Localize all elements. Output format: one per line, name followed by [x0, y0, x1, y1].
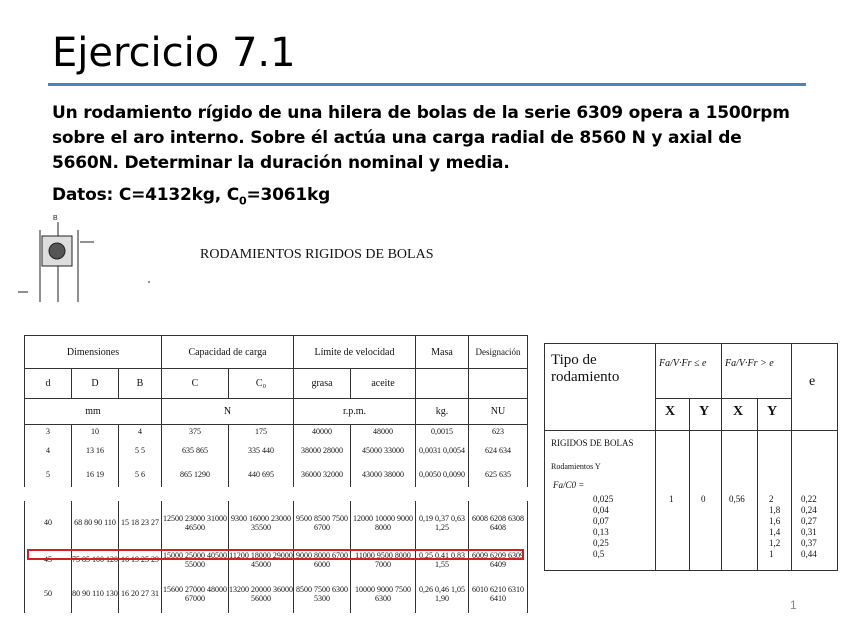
- table-cell: 335 440: [229, 439, 294, 463]
- table-gap: [25, 487, 528, 501]
- table-cell: 15600 27000 48000 67000: [162, 575, 229, 613]
- table-cell: 50: [25, 575, 72, 613]
- e-value: 0,31: [801, 527, 817, 537]
- title-underline: [48, 83, 806, 86]
- table-cell: 15 18 23 27: [119, 501, 162, 545]
- table-cell: 11000 9500 8000 7000: [351, 545, 416, 575]
- scan-heading: RODAMIENTOS RIGIDOS DE BOLAS: [200, 247, 434, 262]
- unit-rpm: r.p.m.: [294, 399, 416, 425]
- header-capacidad: Capacidad de carga: [162, 336, 294, 369]
- y2-value: 1,8: [769, 505, 781, 515]
- unit-n: N: [162, 399, 294, 425]
- fa-c0-value: 0,25: [593, 538, 609, 548]
- svg-text:B: B: [53, 215, 58, 222]
- section-sub: Rodamientos Y: [551, 462, 601, 471]
- tipo-de-rodamiento: Tipo de rodamiento: [551, 352, 620, 385]
- table-cell: 865 1290: [162, 463, 229, 487]
- table-cell: 5 6: [119, 463, 162, 487]
- table-cell: 635 865: [162, 439, 229, 463]
- fa-c0-value: 0,5: [593, 549, 605, 559]
- table-cell: 68 80 90 110: [72, 501, 119, 545]
- unit-kg: kg.: [416, 399, 469, 425]
- table-cell: 0,0050 0,0090: [416, 463, 469, 487]
- condition-gt-e: Fa/V·Fr > e: [725, 358, 774, 369]
- table-cell: 36000 32000: [294, 463, 351, 487]
- table-cell: 16 19 25 29: [119, 545, 162, 575]
- table-row: [25, 463, 528, 487]
- table-cell: 13200 20000 36000 56000: [229, 575, 294, 613]
- load-factors-table: [544, 343, 838, 571]
- exercise-statement: Un rodamiento rígido de una hilera de bolas de la serie 6309 opera a 1500rpm sobre el aro interno. Sobre él actúa una carga radial de 8560 N y axial de 5660N. Determinar la duración nominal y media.: [52, 103, 790, 173]
- table-cell: 45000 33000: [351, 439, 416, 463]
- table-cell: 12500 23000 31000 46500: [162, 501, 229, 545]
- y2-value: 1,6: [769, 516, 781, 526]
- page-number: 1: [790, 598, 797, 612]
- table-cell: 75 85 100 120: [72, 545, 119, 575]
- x1-value: 1: [669, 494, 674, 504]
- bearing-data-table: [24, 335, 528, 613]
- table-cell: 625 635: [469, 463, 528, 487]
- header-limite: Límite de velocidad: [294, 336, 416, 369]
- section-rigidos: RIGIDOS DE BOLAS: [551, 438, 634, 448]
- fa-c0-value: 0,04: [593, 505, 609, 515]
- table-cell: 9000 8000 6700 6000: [294, 545, 351, 575]
- condition-le-e: Fa/V·Fr ≤ e: [659, 358, 707, 369]
- table-cell: 38000 28000: [294, 439, 351, 463]
- subheader-C0: C₀: [229, 369, 294, 399]
- table-cell: 5 5: [119, 439, 162, 463]
- x2-value: 0,56: [729, 494, 745, 504]
- subheader-aceite: aceite: [351, 369, 416, 399]
- table-cell: 10: [72, 425, 119, 439]
- unit-mm: mm: [25, 399, 162, 425]
- table-cell: 9500 8500 7500 6700: [294, 501, 351, 545]
- y1-value: 0: [701, 494, 706, 504]
- header-masa: Masa: [416, 336, 469, 369]
- table-cell: 6010 6210 6310 6410: [469, 575, 528, 613]
- table-row: [25, 425, 528, 439]
- e-value: 0,37: [801, 538, 817, 548]
- table-cell: 43000 38000: [351, 463, 416, 487]
- subheader-C: C: [162, 369, 229, 399]
- table-row: [25, 501, 528, 545]
- y2-value: 1,2: [769, 538, 781, 548]
- table-cell: 0,0015: [416, 425, 469, 439]
- table-cell: 375: [162, 425, 229, 439]
- col-y1: Y: [699, 404, 710, 419]
- table-cell: 16 20 27 31: [119, 575, 162, 613]
- table-cell: 45: [25, 545, 72, 575]
- y2-value: 1,4: [769, 527, 781, 537]
- subheader-desig-blank: [469, 369, 528, 399]
- table-cell: 11200 18000 29000 45000: [229, 545, 294, 575]
- table-cell: 80 90 110 130: [72, 575, 119, 613]
- slide-title: Ejercicio 7.1: [52, 30, 296, 76]
- datos-suffix: =3061kg: [246, 185, 331, 205]
- header-designacion: Designación: [469, 336, 528, 369]
- y2-value: 2: [769, 494, 774, 504]
- table-row: [25, 439, 528, 463]
- divider: [655, 398, 791, 399]
- subheader-B: B: [119, 369, 162, 399]
- table-cell: 440 695: [229, 463, 294, 487]
- table-cell: 6008 6208 6308 6408: [469, 501, 528, 545]
- e-value: 0,24: [801, 505, 817, 515]
- bearing-diagram: [18, 212, 168, 307]
- subheader-grasa: grasa: [294, 369, 351, 399]
- table-cell: 40000: [294, 425, 351, 439]
- table-body: [25, 425, 528, 613]
- divider: [757, 398, 758, 570]
- table-cell: 12000 10000 9000 8000: [351, 501, 416, 545]
- table-cell: 15000 25000 40500 55000: [162, 545, 229, 575]
- divider: [689, 398, 690, 570]
- col-y2: Y: [767, 404, 778, 419]
- table-cell: 40: [25, 501, 72, 545]
- fa-c0-value: 0,025: [593, 494, 614, 504]
- table-cell: 623: [469, 425, 528, 439]
- fa-c0-label: Fa/C0 =: [553, 480, 585, 490]
- col-x2: X: [733, 404, 744, 419]
- table-cell: 9300 16000 23000 35500: [229, 501, 294, 545]
- divider: [791, 344, 792, 570]
- table-cell: 13 16: [72, 439, 119, 463]
- table-row: [25, 575, 528, 613]
- fa-c0-value: 0,07: [593, 516, 609, 526]
- subheader-masa-blank: [416, 369, 469, 399]
- divider: [655, 344, 656, 570]
- e-value: 0,44: [801, 549, 817, 559]
- table-cell: 3: [25, 425, 72, 439]
- e-value: 0,22: [801, 494, 817, 504]
- table-cell: 48000: [351, 425, 416, 439]
- table-cell: 624 634: [469, 439, 528, 463]
- table-cell: 6009 6209 6309 6409: [469, 545, 528, 575]
- subheader-d: d: [25, 369, 72, 399]
- table-cell: 8500 7500 6300 5300: [294, 575, 351, 613]
- y2-value: 1: [769, 549, 774, 559]
- datos-prefix: Datos: C=4132kg, C: [52, 185, 239, 205]
- table-cell: 175: [229, 425, 294, 439]
- table-cell: 4: [25, 439, 72, 463]
- table-cell: 0,0031 0,0054: [416, 439, 469, 463]
- table-cell: 10000 9000 7500 6300: [351, 575, 416, 613]
- table-cell: 4: [119, 425, 162, 439]
- unit-nu: NU: [469, 399, 528, 425]
- table-cell: 0,26 0,46 1,05 1,90: [416, 575, 469, 613]
- divider: [545, 430, 837, 431]
- fa-c0-value: 0,13: [593, 527, 609, 537]
- table-cell: 5: [25, 463, 72, 487]
- header-dimensiones: Dimensiones: [25, 336, 162, 369]
- table-cell: 0,25 0,41 0,83 1,55: [416, 545, 469, 575]
- table-cell: 0,19 0,37 0,63 1,25: [416, 501, 469, 545]
- divider: [721, 344, 722, 570]
- table-cell: 16 19: [72, 463, 119, 487]
- e-header: e: [809, 374, 816, 389]
- e-value: 0,27: [801, 516, 817, 526]
- data-line: [52, 185, 330, 207]
- datos-subscript: 0: [239, 194, 247, 208]
- col-x1: X: [665, 404, 676, 419]
- row-highlight-6309: [27, 549, 524, 560]
- subheader-D: D: [72, 369, 119, 399]
